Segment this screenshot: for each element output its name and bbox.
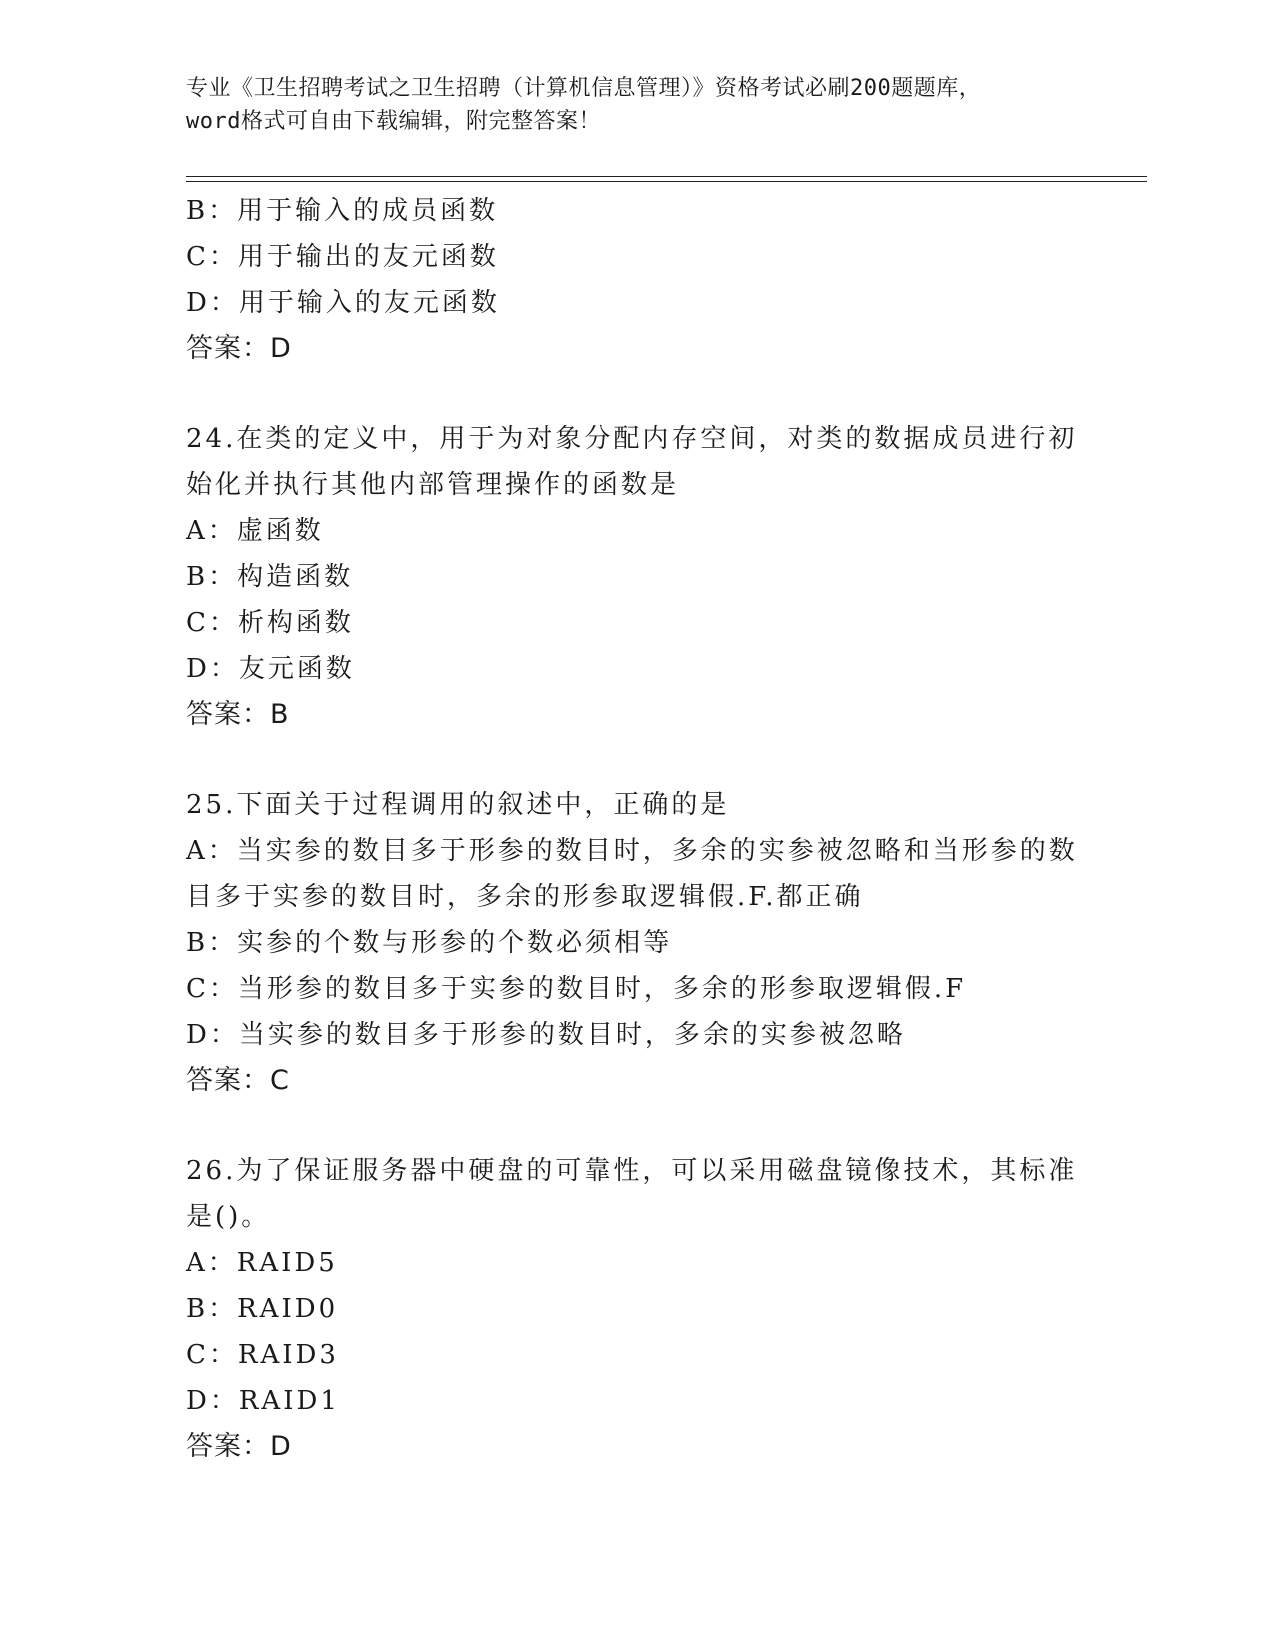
question-list xyxy=(186,188,1086,1470)
header-divider-top xyxy=(186,176,1147,177)
question-24 xyxy=(186,416,1086,738)
header-line-2: word格式可自由下载编辑，附完整答案！ xyxy=(186,109,601,134)
option-d: D：友元函数 xyxy=(186,654,355,684)
option-c: C：RAID3 xyxy=(186,1340,339,1370)
question-26 xyxy=(186,1148,1086,1470)
option-c: C：用于输出的友元函数 xyxy=(186,242,499,272)
option-a: A：虚函数 xyxy=(186,516,324,546)
option-a: A：RAID5 xyxy=(186,1248,338,1278)
answer: 答案：D xyxy=(186,333,292,364)
option-d: D：RAID1 xyxy=(186,1386,340,1416)
option-d: D：当实参的数目多于形参的数目时，多余的实参被忽略 xyxy=(186,1020,906,1050)
header-divider-bottom xyxy=(186,181,1147,182)
answer: 答案：D xyxy=(186,1431,292,1462)
option-c: C：析构函数 xyxy=(186,608,354,638)
question-stem-line: 始化并执行其他内部管理操作的函数是 xyxy=(186,470,680,500)
option-b: B：RAID0 xyxy=(186,1294,339,1324)
question-25 xyxy=(186,782,1086,1104)
question-stem-line: 25.下面关于过程调用的叙述中，正确的是 xyxy=(186,790,730,820)
option-d: D：用于输入的友元函数 xyxy=(186,288,500,318)
answer: 答案：C xyxy=(186,1065,290,1096)
option-a: A：当实参的数目多于形参的数目时，多余的实参被忽略和当形参的数 xyxy=(186,836,1078,866)
option-b: B：用于输入的成员函数 xyxy=(186,196,499,226)
question-23-tail xyxy=(186,188,1086,372)
option-b: B：构造函数 xyxy=(186,562,354,592)
option-b: B：实参的个数与形参的个数必须相等 xyxy=(186,928,673,958)
question-stem-line: 是()。 xyxy=(186,1202,271,1232)
question-stem-line: 26.为了保证服务器中硬盘的可靠性，可以采用磁盘镜像技术，其标准 xyxy=(186,1156,1078,1186)
answer: 答案：B xyxy=(186,699,290,730)
document-header xyxy=(186,72,1086,138)
option-c: C：当形参的数目多于实参的数目时，多余的形参取逻辑假.F xyxy=(186,974,967,1004)
question-stem-line: 24.在类的定义中，用于为对象分配内存空间，对类的数据成员进行初 xyxy=(186,424,1078,454)
header-line-1: 专业《卫生招聘考试之卫生招聘（计算机信息管理）》资格考试必刷200题题库， xyxy=(186,76,982,101)
option-a-continued: 目多于实参的数目时，多余的形参取逻辑假.F.都正确 xyxy=(186,882,864,912)
